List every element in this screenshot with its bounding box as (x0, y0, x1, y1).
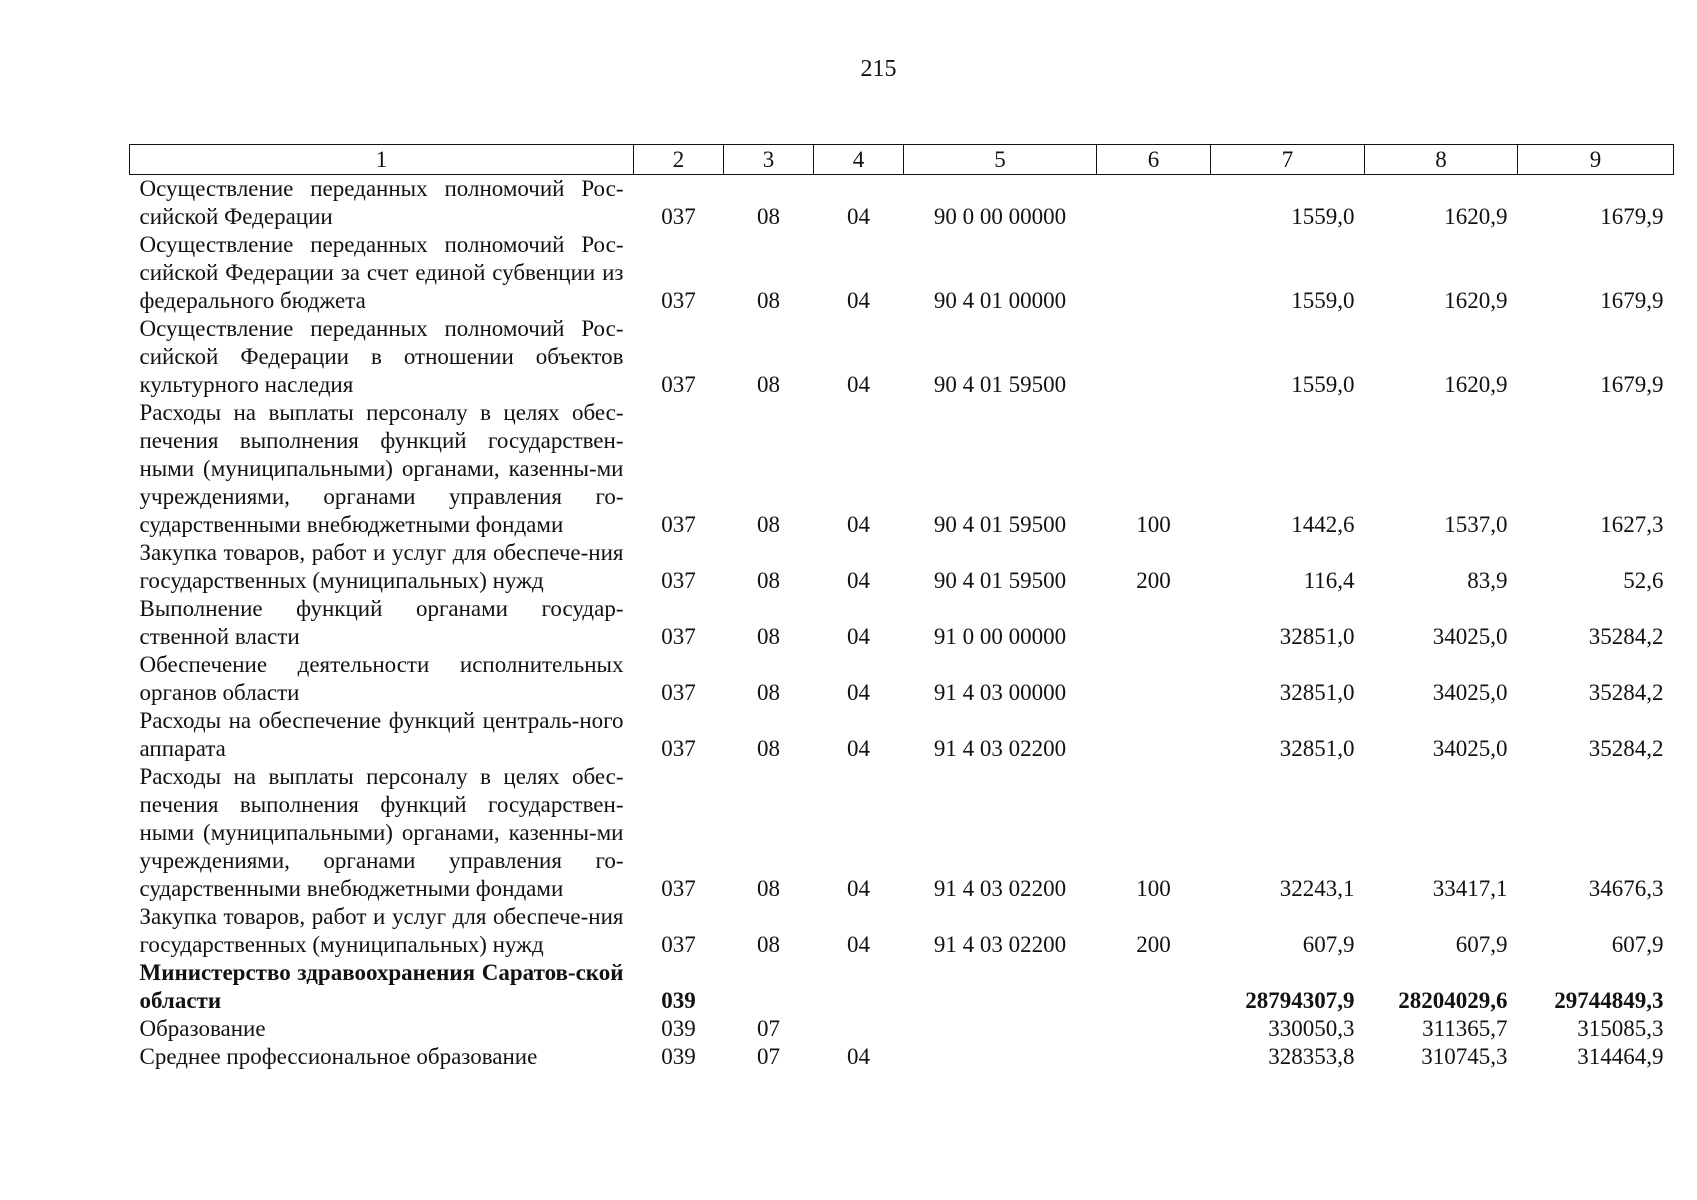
cell-ministry-code: 039 (661, 988, 696, 1013)
cell-section: 08 (757, 288, 780, 313)
cell-subsection (814, 959, 904, 1015)
table-row (130, 763, 1674, 903)
cell-amount-year-3: 35284,2 (1588, 624, 1664, 649)
cell-ministry-code: 037 (661, 568, 696, 593)
cell-target-article: 90 4 01 59500 (933, 512, 1067, 537)
cell-subsection: 04 (847, 372, 870, 397)
cell-section (724, 959, 814, 1015)
page-number: 215 (860, 56, 897, 82)
cell-amount-year-2: 1620,9 (1444, 372, 1508, 397)
cell-target-article (904, 959, 1097, 1015)
cell-expense-type (1097, 1043, 1211, 1071)
row-name (130, 315, 634, 399)
cell-target-article (904, 1043, 1097, 1071)
column-header-2: 2 (634, 145, 724, 175)
cell-amount-year-2: 33417,1 (1432, 876, 1508, 901)
cell-expense-type (1097, 175, 1211, 232)
cell-target-article: 90 4 01 59500 (933, 568, 1067, 593)
cell-amount-year-1: 1559,0 (1291, 204, 1355, 229)
cell-amount-year-2: 34025,0 (1432, 680, 1508, 705)
column-header-1: 1 (130, 145, 634, 175)
cell-amount-year-1: 28794307,9 (1245, 988, 1355, 1013)
row-name-text: Осуществление переданных полномочий Рос-сийской Федерации за счет единой субвенции из федерального бюджета (139, 232, 624, 313)
row-name-text: Расходы на выплаты персоналу в целях обес-печения выполнения функций государствен-ными (муниципальными) органами, казенны-ми учреждениями, органами управления го-сударственными внебюджетными фондами (139, 764, 624, 901)
cell-expense-type (1097, 315, 1211, 399)
cell-expense-type (1097, 707, 1211, 763)
cell-subsection: 04 (847, 736, 870, 761)
cell-amount-year-2: 34025,0 (1432, 736, 1508, 761)
cell-ministry-code: 039 (661, 1016, 696, 1041)
row-name-text: Расходы на обеспечение функций централь-ного аппарата (139, 708, 624, 761)
cell-ministry-code: 037 (661, 932, 696, 957)
cell-target-article: 91 0 00 00000 (933, 624, 1067, 649)
column-header-6: 6 (1097, 145, 1211, 175)
cell-expense-type (1097, 1015, 1211, 1043)
cell-expense-type: 100 (1136, 876, 1171, 901)
cell-subsection: 04 (847, 680, 870, 705)
cell-section: 08 (757, 736, 780, 761)
cell-ministry-code: 037 (661, 624, 696, 649)
cell-section: 08 (757, 624, 780, 649)
cell-ministry-code: 039 (661, 1044, 696, 1069)
cell-target-article: 91 4 03 02200 (933, 736, 1067, 761)
column-header-9: 9 (1518, 145, 1674, 175)
cell-section: 08 (757, 680, 780, 705)
cell-expense-type (1097, 595, 1211, 651)
cell-amount-year-3: 35284,2 (1588, 736, 1664, 761)
cell-amount-year-3: 35284,2 (1588, 680, 1664, 705)
table-header (130, 145, 1674, 175)
row-name-text: Расходы на выплаты персоналу в целях обес-печения выполнения функций государствен-ными (муниципальными) органами, казенны-ми учреждениями, органами управления го-сударственными внебюджетными фондами (139, 400, 624, 537)
cell-amount-year-2: 310745,3 (1421, 1044, 1508, 1069)
cell-amount-year-1: 328353,8 (1268, 1044, 1355, 1069)
cell-ministry-code: 037 (661, 876, 696, 901)
cell-amount-year-2: 1620,9 (1444, 204, 1508, 229)
cell-section: 08 (757, 568, 780, 593)
cell-subsection (814, 1015, 904, 1043)
table-row (130, 651, 1674, 707)
cell-amount-year-1: 1559,0 (1291, 372, 1355, 397)
row-name-text: Министерство здравоохранения Саратов-ской области (139, 960, 624, 1013)
column-header-5: 5 (904, 145, 1097, 175)
row-name (130, 903, 634, 959)
cell-amount-year-3: 29744849,3 (1554, 988, 1664, 1013)
cell-amount-year-3: 314464,9 (1577, 1044, 1664, 1069)
cell-ministry-code: 037 (661, 736, 696, 761)
row-name (130, 1043, 634, 1071)
cell-amount-year-3: 52,6 (1623, 568, 1664, 593)
cell-amount-year-1: 32851,0 (1279, 680, 1355, 705)
cell-expense-type (1097, 231, 1211, 315)
column-header-4: 4 (814, 145, 904, 175)
column-header-8: 8 (1365, 145, 1518, 175)
cell-expense-type: 100 (1136, 512, 1171, 537)
cell-expense-type (1097, 651, 1211, 707)
column-header-7: 7 (1211, 145, 1365, 175)
row-name (130, 399, 634, 539)
cell-amount-year-1: 32851,0 (1279, 736, 1355, 761)
cell-amount-year-2: 311365,7 (1422, 1016, 1508, 1041)
table-header-row (130, 145, 1674, 175)
cell-subsection: 04 (847, 512, 870, 537)
cell-ministry-code: 037 (661, 680, 696, 705)
table-row (130, 231, 1674, 315)
cell-amount-year-2: 83,9 (1467, 568, 1508, 593)
row-name-text: Среднее профессиональное образование (139, 1044, 538, 1069)
cell-subsection: 04 (847, 876, 870, 901)
cell-amount-year-1: 32243,1 (1279, 876, 1355, 901)
cell-amount-year-3: 607,9 (1611, 932, 1664, 957)
table-row (130, 539, 1674, 595)
cell-amount-year-3: 1679,9 (1600, 204, 1664, 229)
cell-amount-year-1: 330050,3 (1268, 1016, 1355, 1041)
budget-table (129, 144, 1673, 1071)
cell-amount-year-1: 607,9 (1302, 932, 1355, 957)
cell-ministry-code: 037 (661, 512, 696, 537)
cell-target-article: 91 4 03 00000 (933, 680, 1067, 705)
cell-section: 07 (757, 1044, 780, 1069)
cell-amount-year-3: 34676,3 (1588, 876, 1664, 901)
cell-target-article: 90 4 01 00000 (933, 288, 1067, 313)
table-row (130, 1043, 1674, 1071)
row-name (130, 539, 634, 595)
row-name (130, 231, 634, 315)
cell-expense-type: 200 (1136, 932, 1171, 957)
column-header-3: 3 (724, 145, 814, 175)
cell-subsection: 04 (847, 1044, 870, 1069)
cell-subsection: 04 (847, 624, 870, 649)
cell-section: 07 (757, 1016, 780, 1041)
cell-amount-year-1: 1559,0 (1291, 288, 1355, 313)
cell-section: 08 (757, 876, 780, 901)
row-name-text: Выполнение функций органами государ-ственной власти (139, 596, 624, 649)
row-name (130, 1015, 634, 1043)
cell-amount-year-2: 1537,0 (1444, 512, 1508, 537)
row-name-text: Осуществление переданных полномочий Рос-сийской Федерации в отношении объектов культурного наследия (139, 316, 624, 397)
cell-expense-type (1097, 959, 1211, 1015)
cell-subsection: 04 (847, 204, 870, 229)
cell-amount-year-2: 28204029,6 (1398, 988, 1508, 1013)
cell-subsection: 04 (847, 288, 870, 313)
table-body (130, 175, 1674, 1072)
cell-section: 08 (757, 204, 780, 229)
row-name-text: Обеспечение деятельности исполнительных органов области (139, 652, 624, 705)
cell-amount-year-2: 1620,9 (1444, 288, 1508, 313)
cell-amount-year-1: 116,4 (1303, 568, 1355, 593)
table-row (130, 595, 1674, 651)
row-name (130, 651, 634, 707)
cell-expense-type: 200 (1136, 568, 1171, 593)
cell-amount-year-3: 1679,9 (1600, 372, 1664, 397)
cell-amount-year-1: 32851,0 (1279, 624, 1355, 649)
cell-target-article: 90 0 00 00000 (933, 204, 1067, 229)
row-name-text: Закупка товаров, работ и услуг для обеспече-ния государственных (муниципальных) нужд (139, 540, 624, 593)
row-name (130, 595, 634, 651)
row-name (130, 763, 634, 903)
row-name (130, 959, 634, 1015)
cell-ministry-code: 037 (661, 204, 696, 229)
table-row (130, 903, 1674, 959)
table-row (130, 315, 1674, 399)
cell-amount-year-3: 315085,3 (1577, 1016, 1664, 1041)
cell-amount-year-3: 1627,3 (1600, 512, 1664, 537)
cell-section: 08 (757, 932, 780, 957)
table-row (130, 959, 1674, 1015)
cell-section: 08 (757, 512, 780, 537)
cell-target-article: 91 4 03 02200 (933, 932, 1067, 957)
table-row (130, 175, 1674, 232)
cell-amount-year-2: 34025,0 (1432, 624, 1508, 649)
table-row (130, 707, 1674, 763)
cell-amount-year-2: 607,9 (1455, 932, 1508, 957)
row-name-text: Образование (139, 1016, 266, 1041)
cell-ministry-code: 037 (661, 288, 696, 313)
cell-target-article: 91 4 03 02200 (933, 876, 1067, 901)
row-name (130, 175, 634, 232)
row-name-text: Закупка товаров, работ и услуг для обеспече-ния государственных (муниципальных) нужд (139, 904, 624, 957)
cell-subsection: 04 (847, 568, 870, 593)
row-name-text: Осуществление переданных полномочий Рос-сийской Федерации (139, 176, 624, 229)
cell-ministry-code: 037 (661, 372, 696, 397)
table-row (130, 1015, 1674, 1043)
cell-section: 08 (757, 372, 780, 397)
row-name (130, 707, 634, 763)
cell-target-article (904, 1015, 1097, 1043)
table-row (130, 399, 1674, 539)
cell-target-article: 90 4 01 59500 (933, 372, 1067, 397)
cell-amount-year-3: 1679,9 (1600, 288, 1664, 313)
cell-amount-year-1: 1442,6 (1291, 512, 1355, 537)
cell-subsection: 04 (847, 932, 870, 957)
